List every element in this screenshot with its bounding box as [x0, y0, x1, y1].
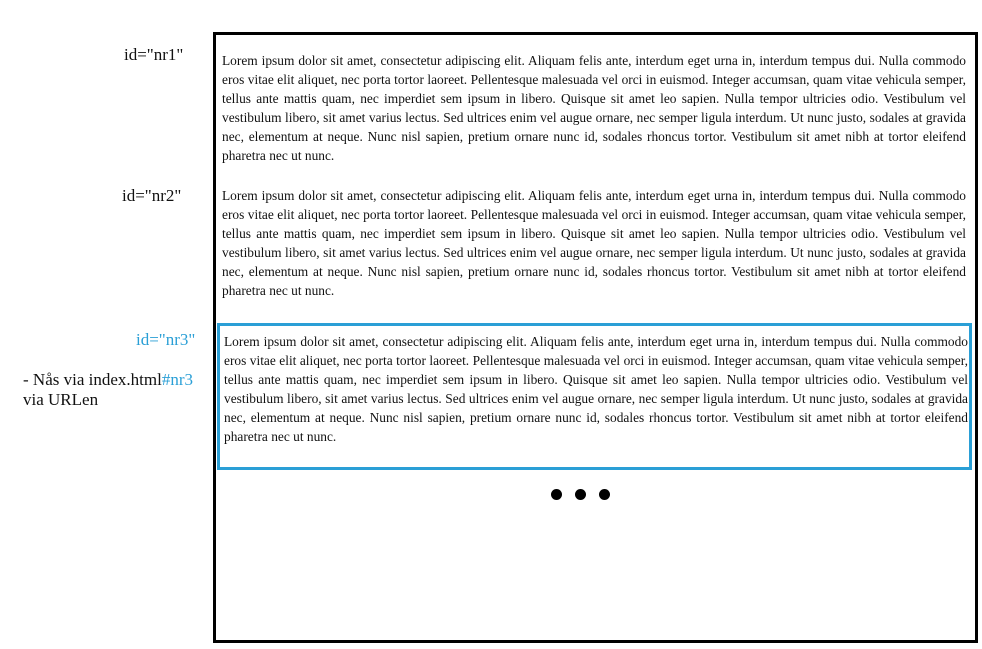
url-note-suffix: via URLen — [23, 390, 99, 409]
label-nr1: id="nr1" — [124, 45, 184, 64]
label-nr2: id="nr2" — [122, 186, 182, 205]
paragraph-nr1: Lorem ipsum dolor sit amet, consectetur adipiscing elit. Aliquam felis ante, interdum eget urna in, interdum tempus dui. Nulla commodo eros vitae elit aliquet, nec porta tortor laoreet. Pellentesque malesuada vel orci in euismod. Integer accumsan, quam vitae vehicula semper, tellus ante mattis quam, nec imperdiet sem ipsum in libero. Quisque sit amet leo sapien. Nulla tempor ultricies odio. Vestibulum vel vestibulum libero, sit amet varius lectus. Sed ultrices enim vel augue ornare, nec semper ligula interdum. Ut nunc justo, sodales at gravida nec, elementum at neque. Nunc nisl sapien, pretium ornare nunc id, sodales rhoncus tortor. Vestibulum sit amet nibh at tortor eleifend pharetra nec ut nunc. — [222, 53, 966, 163]
url-note-prefix: - Nås via index.html — [23, 370, 162, 389]
paragraph-nr3: Lorem ipsum dolor sit amet, consectetur adipiscing elit. Aliquam felis ante, interdum eget urna in, interdum tempus dui. Nulla commodo eros vitae elit aliquet, nec porta tortor laoreet. Pellentesque malesuada vel orci in euismod. Integer accumsan, quam vitae vehicula semper, tellus ante mattis quam, nec imperdiet sem ipsum in libero. Quisque sit amet leo sapien. Nulla tempor ultricies odio. Vestibulum vel vestibulum libero, sit amet varius lectus. Sed ultrices enim vel augue ornare, nec semper ligula interdum. Ut nunc justo, sodales at gravida nec, elementum at neque. Nunc nisl sapien, pretium ornare nunc id, sodales rhoncus tortor. Vestibulum sit amet nibh at tortor eleifend pharetra nec ut nunc. — [224, 334, 968, 444]
paragraph-nr2: Lorem ipsum dolor sit amet, consectetur adipiscing elit. Aliquam felis ante, interdum eget urna in, interdum tempus dui. Nulla commodo eros vitae elit aliquet, nec porta tortor laoreet. Pellentesque malesuada vel orci in euismod. Integer accumsan, quam vitae vehicula semper, tellus ante mattis quam, nec imperdiet sem ipsum in libero. Quisque sit amet leo sapien. Nulla tempor ultricies odio. Vestibulum vel vestibulum libero, sit amet varius lectus. Sed ultrices enim vel augue ornare, nec semper ligula interdum. Ut nunc justo, sodales at gravida nec, elementum at neque. Nunc nisl sapien, pretium ornare nunc id, sodales rhoncus tortor. Vestibulum sit amet nibh at tortor eleifend pharetra nec ut nunc. — [222, 188, 966, 298]
label-nr3: id="nr3" — [136, 330, 196, 349]
ellipsis-dot — [551, 489, 562, 500]
ellipsis-dot — [575, 489, 586, 500]
url-note-hash: #nr3 — [161, 370, 193, 389]
ellipsis-dot — [599, 489, 610, 500]
url-note — [23, 370, 213, 410]
